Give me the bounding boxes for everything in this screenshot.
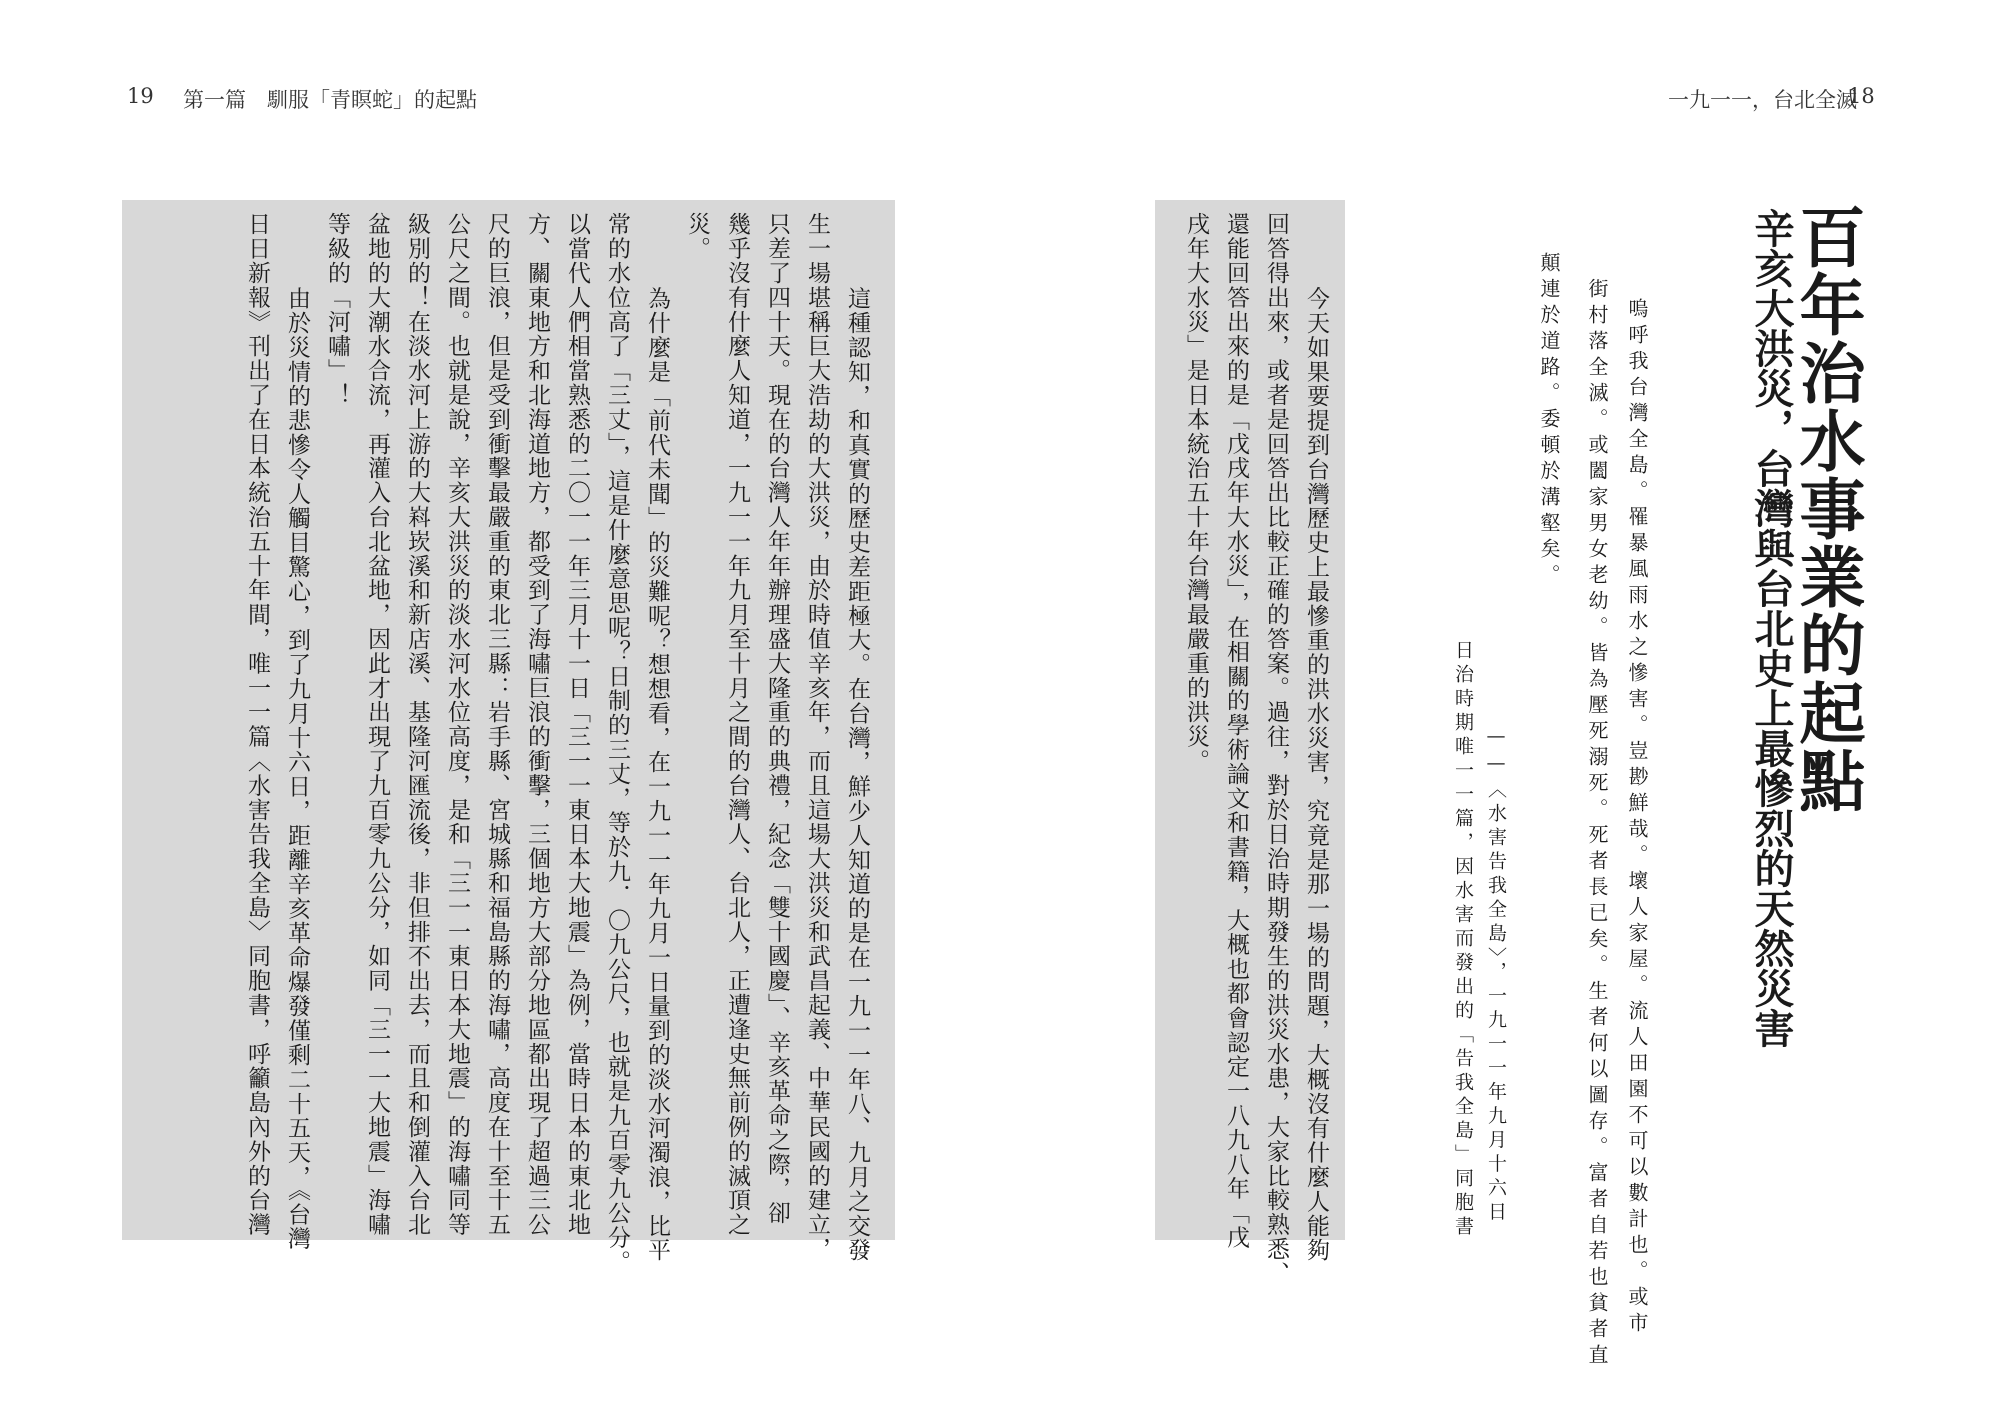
left-running-title: 第一篇 馴服「青瞑蛇」的起點 (183, 88, 477, 112)
chapter-subtitle: 辛亥大洪災，台灣與台北史上最慘烈的天然災害 (1748, 208, 1795, 1048)
panel-line: 常的水位高了「三丈」，這是什麼意思呢？日制的三丈，等於九．〇九公尺，也就是九百零九公分。 (604, 212, 630, 1275)
right-running-title: 一九一一，台北全滅 (1668, 88, 1857, 112)
right-page-number: 18 (1848, 84, 1875, 108)
quote-line: 顛連於道路。委頓於溝壑矣。 (1537, 252, 1561, 590)
panel-line: 以當代人們相當熟悉的二〇一一年三月十一日「三一一東日本大地震」為例，當時日本的東北地 (564, 212, 590, 1237)
panel-line: 等級的「河嘯」！ (324, 212, 350, 408)
panel-line: 戌年大水災」是日本統治五十年台灣最嚴重的洪災。 (1183, 212, 1209, 774)
panel-line: 盆地的大潮水合流，再灌入台北盆地，因此才出現了九百零九公分，如同「三一一大地震」海嘯 (364, 212, 390, 1237)
right-text-panel (1155, 200, 1345, 1286)
panel-line: 方、關東地方和北海道地方，都受到了海嘯巨浪的衝擊，三個地方大部分地區都出現了超過三公 (524, 212, 550, 1237)
panel-line: 災。 (684, 212, 710, 261)
panel-line: 這種認知，和真實的歷史差距極大。在台灣，鮮少人知道的是在一九一一年八、九月之交發 (844, 262, 870, 1263)
panel-line: 今天如果要提到台灣歷史上最慘重的洪水災害，究竟是那一場的問題，大概沒有什麼人能夠 (1303, 262, 1329, 1263)
panel-line: 日日新報》刊出了在日本統治五十年間，唯一一篇〈水害告我全島〉同胞書，呼籲島內外的台灣 (244, 212, 270, 1237)
quote-attribution-source: ——〈水害告我全島〉，一九一一年九月十六日 (1485, 725, 1507, 1226)
left-page-number: 19 (127, 84, 154, 108)
chapter-title: 百年治水事業的起點 (1788, 203, 1866, 815)
quote-attribution-note: 日治時期唯一一篇，因水害而發出的「告我全島」同胞書 (1452, 640, 1474, 1240)
panel-line: 由於災情的悲慘令人觸目驚心，到了九月十六日，距離辛亥革命爆發僅剩二十五天，《台灣 (284, 262, 310, 1251)
panel-line: 尺的巨浪，但是受到衝擊最嚴重的東北三縣：岩手縣、宮城縣和福島縣的海嘯，高度在十至十五 (484, 212, 510, 1237)
panel-line: 公尺之間。也就是說，辛亥大洪災的淡水河水位高度，是和「三一一東日本大地震」的海嘯同等 (444, 212, 470, 1237)
panel-line: 級別的！在淡水河上游的大嵙崁溪和新店溪、基隆河匯流後，非但排不出去，而且和倒灌入台北 (404, 212, 430, 1237)
panel-line: 回答得出來，或者是回答出比較正確的答案。過往，對於日治時期發生的洪災水患，大家比較熟悉、 (1263, 212, 1289, 1286)
panel-line: 還能回答出來的是「戊戌年大水災」，在相關的學術論文和書籍，大概也都會認定一八九八年「戊 (1223, 212, 1249, 1250)
quote-line: 嗚呼我台灣全島。罹暴風雨水之慘害。豈尠鮮哉。壞人家屋。流人田園不可以數計也。或市 (1625, 298, 1649, 1338)
panel-line: 只差了四十天。現在的台灣人年年辦理盛大隆重的典禮，紀念「雙十國慶」、辛亥革命之際，卻 (764, 212, 790, 1226)
panel-line: 生一場堪稱巨大浩劫的大洪災，由於時值辛亥年，而且這場大洪災和武昌起義、中華民國的建立， (804, 212, 830, 1262)
left-text-panel (122, 200, 895, 1275)
quote-line: 街村落全滅。或闔家男女老幼。皆為壓死溺死。死者長已矣。生者何以圖存。富者自若也貧者直 (1585, 278, 1609, 1370)
panel-line: 為什麼是「前代未聞」的災難呢？想想看，在一九一一年九月一日量到的淡水河濁浪，比平 (644, 262, 670, 1263)
panel-line: 幾乎沒有什麼人知道，一九一一年九月至十月之間的台灣人、台北人，正遭逢史無前例的滅頂之 (724, 212, 750, 1237)
